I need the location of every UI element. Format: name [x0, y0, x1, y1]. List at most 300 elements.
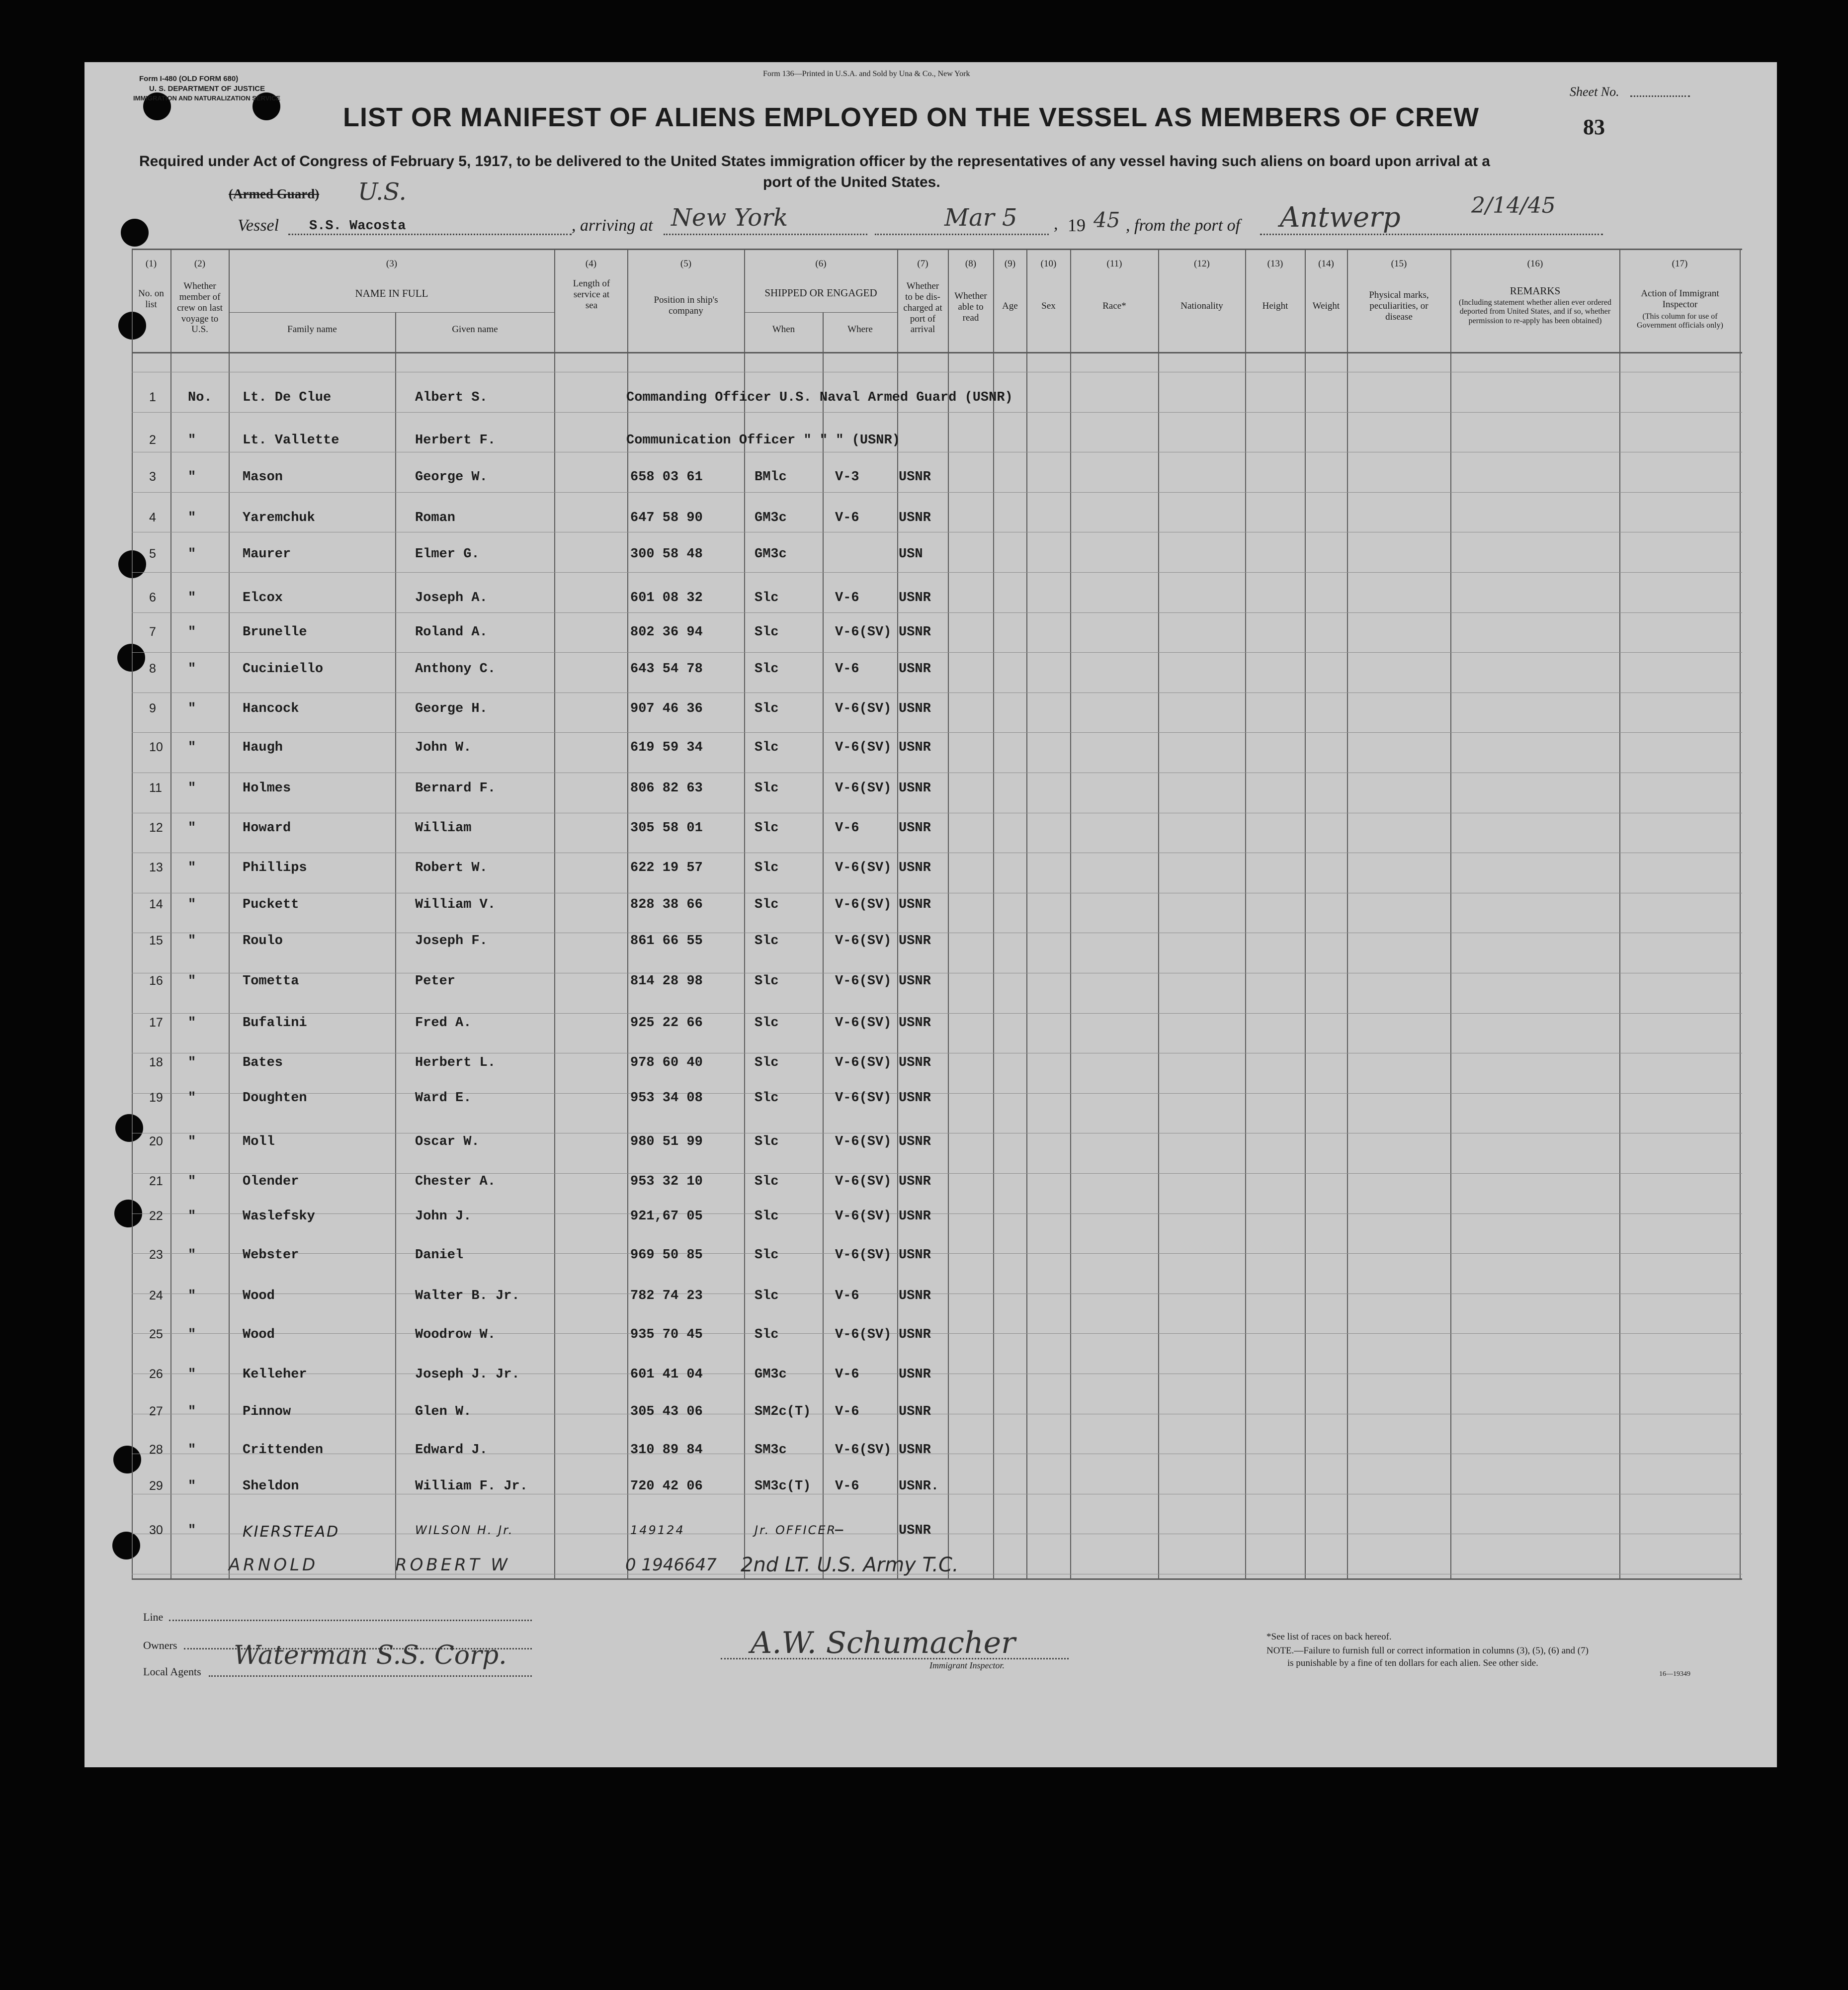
- col-border: [993, 249, 994, 1578]
- service-number: 980 51 99: [630, 1134, 703, 1149]
- discharge-status: USNR: [899, 934, 931, 949]
- given-name: John W.: [415, 740, 472, 755]
- row-rule: [132, 1213, 1742, 1214]
- row-number: 8: [149, 662, 156, 676]
- position: Slc: [755, 781, 779, 796]
- family-name: Cuciniello: [243, 662, 324, 677]
- given-name: WILSON H. Jr.: [415, 1523, 514, 1537]
- position: Slc: [755, 1174, 779, 1189]
- discharge-status: USNR: [899, 1248, 931, 1263]
- family-name: Moll: [243, 1134, 275, 1149]
- crew-last-voyage: ": [188, 433, 196, 448]
- crew-last-voyage: ": [188, 511, 196, 525]
- crew-last-voyage: ": [188, 740, 196, 755]
- crew-last-voyage: ": [188, 897, 196, 912]
- row-number: 4: [149, 511, 156, 524]
- arrival-date: Mar 5: [944, 204, 1017, 232]
- sheet-label: Sheet No.: [1570, 85, 1619, 99]
- col11-header: Race*: [1102, 301, 1126, 311]
- crew-last-voyage: ": [188, 781, 196, 796]
- position: Slc: [755, 1016, 779, 1031]
- penalty-note: NOTE.—Failure to furnish full or correct information in columns (3), (5), (6) and (7): [1266, 1645, 1589, 1656]
- family-name: Bates: [243, 1055, 283, 1070]
- position: SM3c: [755, 1443, 787, 1458]
- table-top-border: [132, 249, 1742, 250]
- service-number: 643 54 78: [630, 662, 703, 677]
- crew-last-voyage: ": [188, 547, 196, 562]
- col-border: [948, 249, 949, 1578]
- discharge-status: USNR: [899, 511, 931, 525]
- position: Slc: [755, 1055, 779, 1070]
- given-name: Joseph J. Jr.: [415, 1367, 520, 1382]
- crew-last-voyage: ": [188, 662, 196, 677]
- armed-guard-handwritten: U.S.: [358, 178, 407, 206]
- family-name: Waslefsky: [243, 1209, 315, 1224]
- row-rule: [132, 1253, 1742, 1254]
- discharge-status: USNR.: [899, 1479, 939, 1494]
- col8-number: (8): [965, 259, 977, 269]
- row-rule: [132, 1173, 1742, 1174]
- row-number: 11: [149, 781, 162, 795]
- position: Slc: [755, 625, 779, 640]
- discharge-status: USNR: [899, 1055, 931, 1070]
- col-border: [1245, 249, 1246, 1578]
- shipped-where: V-6(SV): [835, 934, 892, 949]
- col17-header: Action of Immigrant Inspector: [1641, 288, 1719, 310]
- col12-header: Nationality: [1180, 301, 1223, 311]
- shipped-where: V-6(SV): [835, 781, 892, 796]
- family-name: Lt. Vallette: [243, 433, 339, 448]
- given-name: Herbert F.: [415, 433, 496, 448]
- crew-last-voyage: ": [188, 1055, 196, 1070]
- col-border: [1450, 249, 1451, 1578]
- crew-last-voyage: ": [188, 1523, 196, 1538]
- service-number: 622 19 57: [630, 861, 703, 875]
- family-name: Mason: [243, 470, 283, 485]
- position: Slc: [755, 1091, 779, 1106]
- col14-header: Weight: [1312, 301, 1340, 311]
- shipped-where: V-6(SV): [835, 1443, 892, 1458]
- date-line: [875, 234, 1049, 235]
- punch-hole: [112, 1532, 140, 1559]
- col-border: [132, 249, 133, 1578]
- row-number: 2: [149, 433, 156, 447]
- crew-last-voyage: No.: [188, 390, 212, 405]
- requirement-line-1: Required under Act of Congress of February 5, 1917, to be delivered to the United States immigration officer by the representatives of any vessel having such aliens on board upon arrival at a: [139, 153, 1490, 170]
- row-rule: [132, 652, 1742, 653]
- row-number: 6: [149, 591, 156, 605]
- discharge-status: USNR: [899, 821, 931, 836]
- row-number: 29: [149, 1479, 163, 1493]
- discharge-status: USNR: [899, 1443, 931, 1458]
- crew-last-voyage: ": [188, 1091, 196, 1106]
- extra-position: 2nd LT. U.S. Army T.C.: [741, 1554, 959, 1576]
- shipped-where: V-6(SV): [835, 1174, 892, 1189]
- discharge-status: USNR: [899, 1327, 931, 1342]
- given-name: Roland A.: [415, 625, 488, 640]
- row-number: 23: [149, 1248, 163, 1262]
- discharge-status: USNR: [899, 625, 931, 640]
- given-name: George H.: [415, 701, 488, 716]
- col-border: [554, 249, 555, 1578]
- date-comma: ,: [1054, 215, 1058, 233]
- shipped-where: V-6(SV): [835, 1248, 892, 1263]
- extra-family-name: ARNOLD: [229, 1555, 319, 1575]
- col11-number: (11): [1106, 259, 1122, 269]
- given-name: John J.: [415, 1209, 472, 1224]
- row-number: 18: [149, 1055, 163, 1069]
- shipped-where: V-6(SV): [835, 1055, 892, 1070]
- shipped-where: V-6(SV): [835, 897, 892, 912]
- family-name: Yaremchuk: [243, 511, 315, 525]
- service-number: 619 59 34: [630, 740, 703, 755]
- col10-number: (10): [1040, 259, 1057, 269]
- given-name: Albert S.: [415, 390, 488, 405]
- discharge-status: USNR: [899, 1523, 931, 1538]
- given-name: Robert W.: [415, 861, 488, 875]
- col16-subheader: (Including statement whether alien ever ordered deported from United States, and if so, whether permission to re-apply has been obtained): [1459, 298, 1611, 325]
- position: Slc: [755, 1209, 779, 1224]
- punch-hole: [121, 219, 149, 247]
- shipped-where: —: [835, 1523, 843, 1538]
- vessel-label: Vessel: [238, 216, 279, 235]
- family-name: Kelleher: [243, 1367, 307, 1382]
- col-border: [1305, 249, 1306, 1578]
- crew-last-voyage: ": [188, 974, 196, 989]
- row-number: 20: [149, 1134, 163, 1148]
- position: Slc: [755, 1327, 779, 1342]
- col9-header: Age: [1002, 301, 1018, 311]
- col16-header: REMARKS: [1510, 285, 1561, 297]
- service-number: 300 58 48: [630, 547, 703, 562]
- row-number: 10: [149, 740, 163, 754]
- requirement-line-2: port of the United States.: [763, 174, 940, 190]
- discharge-status: USNR: [899, 740, 931, 755]
- position: BMlc: [755, 470, 787, 485]
- service-number: 782 74 23: [630, 1289, 703, 1303]
- crew-last-voyage: ": [188, 1404, 196, 1419]
- shipped-where: V-6(SV): [835, 1327, 892, 1342]
- discharge-status: USNR: [899, 701, 931, 716]
- given-name: Fred A.: [415, 1016, 472, 1031]
- service-number: 953 34 08: [630, 1091, 703, 1106]
- col-border: [1158, 249, 1159, 1578]
- discharge-status: USNR: [899, 1209, 931, 1224]
- col8-header: Whether able to read: [954, 291, 987, 323]
- given-name: Glen W.: [415, 1404, 472, 1419]
- discharge-status: USNR: [899, 781, 931, 796]
- position: Slc: [755, 591, 779, 606]
- vessel-line: [288, 234, 572, 235]
- row-rule: [132, 572, 1742, 573]
- extra-service: 0 1946647: [625, 1555, 717, 1575]
- service-number: 658 03 61: [630, 470, 703, 485]
- punch-hole: [115, 1114, 143, 1142]
- crew-last-voyage: ": [188, 470, 196, 485]
- shipped-where: V-6: [835, 1367, 859, 1382]
- crew-last-voyage: ": [188, 1327, 196, 1342]
- service-number: 305 43 06: [630, 1404, 703, 1419]
- col15-number: (15): [1391, 259, 1407, 269]
- position: Slc: [755, 897, 779, 912]
- crew-last-voyage: ": [188, 1174, 196, 1189]
- col7-number: (7): [917, 259, 928, 269]
- form-code: 16—19349: [1659, 1670, 1690, 1678]
- family-name: Bufalini: [243, 1016, 307, 1031]
- position: Commanding Officer U.S. Naval Armed Guard (USNR): [626, 390, 1013, 405]
- row-number: 24: [149, 1289, 163, 1302]
- service-number: 935 70 45: [630, 1327, 703, 1342]
- local-agents-field: [209, 1675, 532, 1677]
- row-number: 15: [149, 934, 163, 948]
- crew-last-voyage: ": [188, 1209, 196, 1224]
- table-bottom-border: [132, 1578, 1742, 1580]
- col-border: [395, 312, 396, 1578]
- punch-hole: [113, 1446, 141, 1473]
- row-rule: [132, 1333, 1742, 1334]
- position: Slc: [755, 861, 779, 875]
- given-name: Woodrow W.: [415, 1327, 496, 1342]
- shipped-where: V-6: [835, 591, 859, 606]
- position: Slc: [755, 662, 779, 677]
- position: SM3c(T): [755, 1479, 811, 1494]
- row-number: 13: [149, 861, 163, 874]
- inspector-signature: A.W. Schumacher: [751, 1626, 1015, 1660]
- row-number: 22: [149, 1209, 163, 1223]
- service-number: 921,67 05: [630, 1209, 703, 1224]
- shipped-subheader-line: [744, 312, 897, 313]
- col17-number: (17): [1672, 259, 1688, 269]
- discharge-status: USNR: [899, 1134, 931, 1149]
- family-name: Howard: [243, 821, 291, 836]
- given-name: Ward E.: [415, 1091, 472, 1106]
- discharge-status: USNR: [899, 662, 931, 677]
- family-name: Pinnow: [243, 1404, 291, 1419]
- discharge-status: USNR: [899, 1174, 931, 1189]
- given-name: Oscar W.: [415, 1134, 480, 1149]
- row-rule: [132, 612, 1742, 613]
- given-name: Daniel: [415, 1248, 464, 1263]
- col5-number: (5): [680, 259, 692, 269]
- service-number: 953 32 10: [630, 1174, 703, 1189]
- row-number: 26: [149, 1367, 163, 1381]
- family-name: Olender: [243, 1174, 299, 1189]
- row-rule: [132, 492, 1742, 493]
- discharge-status: USNR: [899, 974, 931, 989]
- handwritten-date-note: 2/14/45: [1471, 193, 1556, 218]
- col3-family-header: Family name: [287, 324, 337, 335]
- family-name: Puckett: [243, 897, 299, 912]
- year-prefix: 19: [1068, 215, 1086, 235]
- service-number: 907 46 36: [630, 701, 703, 716]
- col12-number: (12): [1194, 259, 1210, 269]
- crew-last-voyage: ": [188, 1443, 196, 1458]
- col-border: [170, 249, 171, 1578]
- col-border: [744, 249, 745, 1578]
- department: U. S. DEPARTMENT OF JUSTICE: [149, 85, 265, 93]
- family-name: Brunelle: [243, 625, 307, 640]
- col6-where-header: Where: [847, 324, 873, 335]
- col17-subheader: (This column for use of Government officials only): [1637, 312, 1723, 330]
- discharge-status: USNR: [899, 1091, 931, 1106]
- family-name: Roulo: [243, 934, 283, 949]
- col10-header: Sex: [1041, 301, 1056, 311]
- position: Slc: [755, 1134, 779, 1149]
- local-agents-label: Local Agents: [143, 1665, 201, 1678]
- col16-number: (16): [1527, 259, 1543, 269]
- form-id: Form I-480 (OLD FORM 680): [139, 75, 239, 83]
- punch-hole: [117, 644, 145, 672]
- given-name: William V.: [415, 897, 496, 912]
- service-number: 806 82 63: [630, 781, 703, 796]
- given-name: Walter B. Jr.: [415, 1289, 520, 1303]
- family-name: Phillips: [243, 861, 307, 875]
- crew-last-voyage: ": [188, 821, 196, 836]
- row-number: 17: [149, 1016, 163, 1030]
- crew-last-voyage: ": [188, 591, 196, 606]
- row-number: 16: [149, 974, 163, 988]
- col-border: [1070, 249, 1071, 1578]
- name-subheader-line: [229, 312, 554, 313]
- col4-header: Length of service at sea: [573, 278, 610, 311]
- col13-number: (13): [1267, 259, 1283, 269]
- row-number: 5: [149, 547, 156, 561]
- shipped-where: V-6: [835, 1289, 859, 1303]
- crew-last-voyage: ": [188, 934, 196, 949]
- printer-line: Form 136—Printed in U.S.A. and Sold by Una & Co., New York: [763, 70, 970, 78]
- discharge-status: USNR: [899, 861, 931, 875]
- shipped-where: V-6(SV): [835, 1016, 892, 1031]
- row-number: 12: [149, 821, 163, 835]
- position: GM3c: [755, 1367, 787, 1382]
- given-name: William: [415, 821, 472, 836]
- line-label: Line: [143, 1611, 164, 1623]
- given-name: Joseph A.: [415, 591, 488, 606]
- col1-header: No. on list: [138, 288, 164, 310]
- col3-number: (3): [386, 259, 398, 269]
- position: GM3c: [755, 511, 787, 525]
- position: GM3c: [755, 547, 787, 562]
- family-name: KIERSTEAD: [243, 1523, 340, 1541]
- row-number: 3: [149, 470, 156, 484]
- discharge-status: USNR: [899, 1367, 931, 1382]
- position: Slc: [755, 934, 779, 949]
- shipped-where: V-6: [835, 1404, 859, 1419]
- year-suffix: 45: [1093, 208, 1120, 232]
- family-name: Wood: [243, 1289, 275, 1303]
- row-number: 7: [149, 625, 156, 639]
- service-number: 814 28 98: [630, 974, 703, 989]
- service-number: 305 58 01: [630, 821, 703, 836]
- position: Jr. OFFICER: [755, 1523, 837, 1537]
- row-number: 28: [149, 1443, 163, 1457]
- given-name: Chester A.: [415, 1174, 496, 1189]
- shipped-where: V-6(SV): [835, 1209, 892, 1224]
- family-name: Holmes: [243, 781, 291, 796]
- penalty-note-2: is punishable by a fine of ten dollars for each alien. See other side.: [1287, 1658, 1538, 1668]
- row-rule: [132, 1013, 1742, 1014]
- service-number: 149124: [630, 1523, 685, 1537]
- service-number: 861 66 55: [630, 934, 703, 949]
- local-agents-value: Waterman S.S. Corp.: [234, 1641, 507, 1670]
- shipped-where: V-6: [835, 511, 859, 525]
- owners-label: Owners: [143, 1639, 177, 1651]
- given-name: Peter: [415, 974, 456, 989]
- arriving-line: [664, 234, 867, 235]
- line-field: [169, 1620, 532, 1621]
- row-rule: [132, 692, 1742, 693]
- race-note: *See list of races on back hereof.: [1266, 1632, 1392, 1642]
- discharge-status: USN: [899, 547, 923, 562]
- crew-last-voyage: ": [188, 1134, 196, 1149]
- row-number: 27: [149, 1404, 163, 1418]
- col2-number: (2): [194, 259, 206, 269]
- col1-number: (1): [145, 259, 157, 269]
- col6-when-header: When: [772, 324, 795, 335]
- family-name: Elcox: [243, 591, 283, 606]
- given-name: Herbert L.: [415, 1055, 496, 1070]
- crew-last-voyage: ": [188, 1289, 196, 1303]
- shipped-where: V-6(SV): [835, 1091, 892, 1106]
- arriving-label: , arriving at: [572, 216, 653, 235]
- shipped-where: V-3: [835, 470, 859, 485]
- service-name: IMMIGRATION AND NATURALIZATION SERVICE: [133, 94, 281, 102]
- col7-header: Whether to be dis-charged at port of arrival: [903, 281, 942, 335]
- service-number: 601 41 04: [630, 1367, 703, 1382]
- row-rule: [132, 732, 1742, 733]
- given-name: Anthony C.: [415, 662, 496, 677]
- col3-given-header: Given name: [452, 324, 498, 335]
- crew-last-voyage: ": [188, 1248, 196, 1263]
- col-border: [229, 249, 230, 1578]
- position: Slc: [755, 821, 779, 836]
- service-number: 978 60 40: [630, 1055, 703, 1070]
- shipped-where: V-6: [835, 662, 859, 677]
- row-number: 30: [149, 1523, 163, 1537]
- col-border: [823, 312, 824, 1578]
- col-border: [1619, 249, 1620, 1578]
- col2-header: Whether member of crew on last voyage to U.S.: [177, 281, 223, 335]
- service-number: 601 08 32: [630, 591, 703, 606]
- discharge-status: USNR: [899, 1289, 931, 1303]
- from-line: [1260, 234, 1603, 235]
- position: Communication Officer " " " (USNR): [626, 433, 900, 448]
- col6-header: SHIPPED OR ENGAGED: [764, 287, 877, 299]
- family-name: Webster: [243, 1248, 299, 1263]
- family-name: Haugh: [243, 740, 283, 755]
- service-number: 969 50 85: [630, 1248, 703, 1263]
- discharge-status: USNR: [899, 470, 931, 485]
- col5-header: Position in ship's company: [654, 295, 718, 316]
- shipped-where: V-6: [835, 1479, 859, 1494]
- col-border: [627, 249, 628, 1578]
- arriving-port: New York: [671, 204, 788, 232]
- family-name: Sheldon: [243, 1479, 299, 1494]
- crew-last-voyage: ": [188, 625, 196, 640]
- position: SM2c(T): [755, 1404, 811, 1419]
- row-number: 14: [149, 897, 163, 911]
- col15-header: Physical marks, peculiarities, or disease: [1369, 290, 1429, 322]
- row-rule: [132, 1093, 1742, 1094]
- col6-number: (6): [815, 259, 827, 269]
- col9-number: (9): [1004, 259, 1016, 269]
- extra-given-name: ROBERT W: [395, 1555, 511, 1575]
- shipped-where: V-6(SV): [835, 1134, 892, 1149]
- service-number: 647 58 90: [630, 511, 703, 525]
- family-name: Hancock: [243, 701, 299, 716]
- crew-last-voyage: ": [188, 1367, 196, 1382]
- service-number: 828 38 66: [630, 897, 703, 912]
